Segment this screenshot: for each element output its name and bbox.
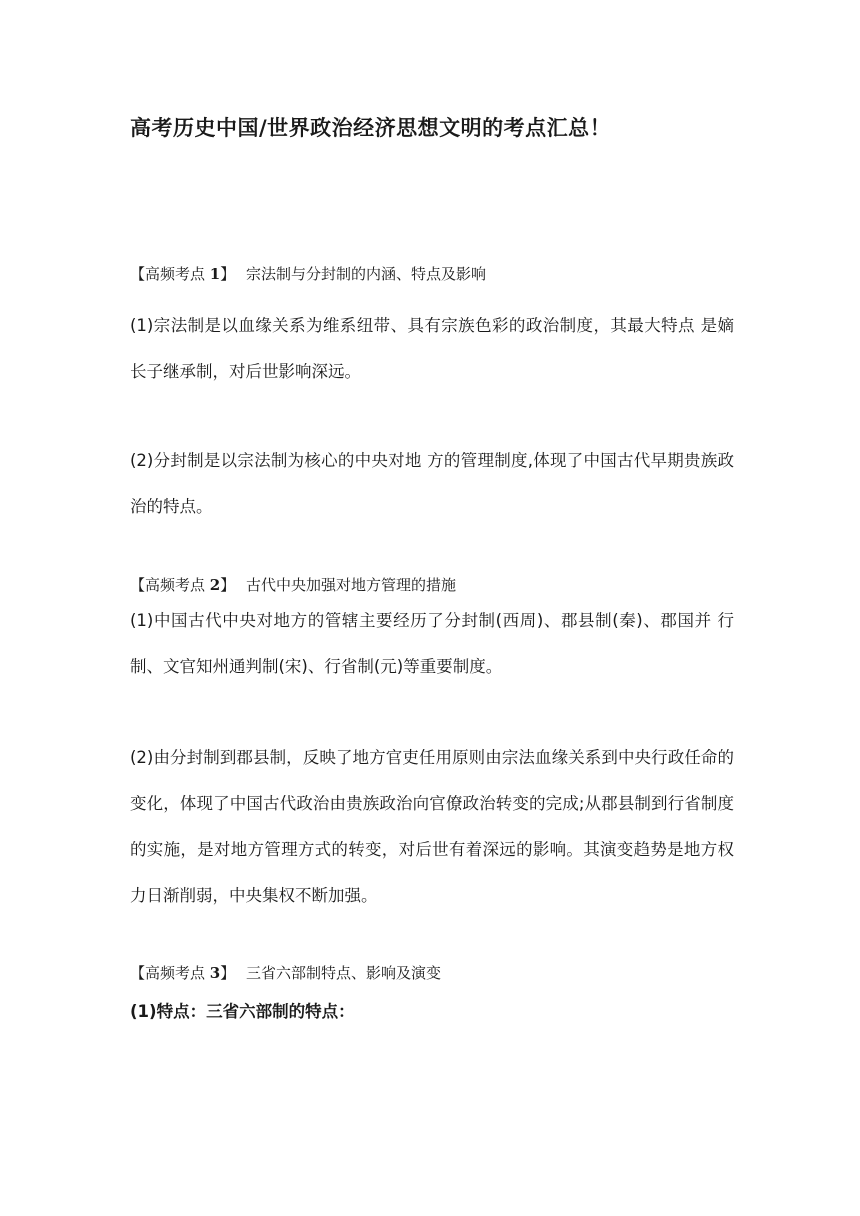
section-heading-3: [130, 962, 441, 983]
paragraph-1-1: (1)宗法制是以血缘关系为维系纽带、具有宗族色彩的政治制度，其最大特点 是嫡长子继承制，对后世影响深远。: [130, 316, 734, 381]
paragraph-1-2: (2)分封制是以宗法制为核心的中央对地 方的管理制度,体现了中国古代早期贵族政治的特点。: [130, 451, 734, 516]
heading-prefix: 【高频考点: [130, 576, 206, 594]
heading-prefix: 【高频考点: [130, 964, 206, 982]
heading-suffix: 】: [220, 964, 236, 982]
paragraph-2-1: (1)中国古代中央对地方的管辖主要经历了分封制(西周)、郡县制(秦)、郡国并 行制、文官知州通判制(宋)、行省制(元)等重要制度。: [130, 611, 734, 676]
heading-topic: 古代中央加强对地方管理的措施: [246, 576, 457, 594]
heading-prefix: 【高频考点: [130, 265, 206, 283]
heading-number: 3: [209, 964, 221, 982]
heading-number: 2: [209, 576, 221, 594]
heading-number: 1: [209, 265, 221, 283]
paragraph-2-2: (2)由分封制到郡县制，反映了地方官吏任用原则由宗法血缘关系到中央行政任命的变化，体现了中国古代政治由贵族政治向官僚政治转变的完成;从郡县制到行省制度的实施，是对地方管理方式的转变，对后世有着深远的影响。其演变趋势是地方权力日渐削弱，中央集权不断加强。: [130, 748, 734, 905]
subheading-features: (1)特点：三省六部制的特点：: [130, 1002, 355, 1021]
heading-suffix: 】: [220, 265, 236, 283]
heading-topic: 三省六部制特点、影响及演变: [246, 964, 442, 982]
section-heading-2: [130, 574, 456, 595]
heading-suffix: 】: [220, 576, 236, 594]
page-title: 高考历史中国/世界政治经济思想文明的考点汇总！: [130, 116, 612, 140]
section-heading-1: [130, 263, 486, 284]
heading-topic: 宗法制与分封制的内涵、特点及影响: [246, 265, 487, 283]
